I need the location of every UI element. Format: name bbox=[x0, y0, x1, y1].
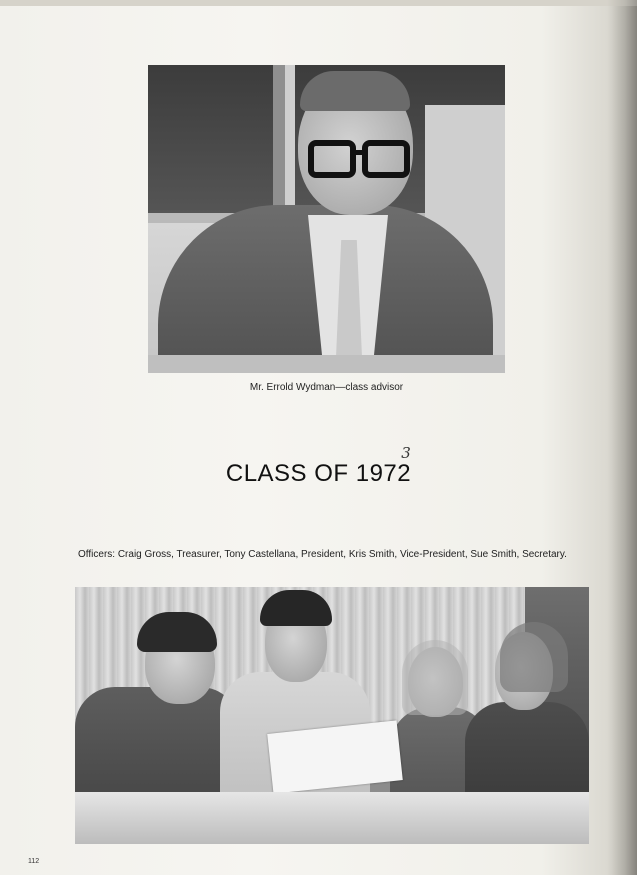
page-title bbox=[0, 444, 637, 488]
officer-1-hair bbox=[137, 612, 217, 652]
officers-photo bbox=[75, 587, 589, 844]
desk-edge bbox=[148, 355, 505, 373]
title-prefix: CLASS OF 197 bbox=[225, 460, 398, 487]
officers-caption: Officers: Craig Gross, Treasurer, Tony Castellana, President, Kris Smith, Vice-President, Sue Smith, Secretary. bbox=[78, 549, 567, 560]
binding-shadow bbox=[607, 0, 637, 875]
officer-3-hair bbox=[402, 640, 468, 715]
glasses-left-lens bbox=[308, 140, 356, 178]
chalkboard-divider bbox=[285, 65, 295, 205]
advisor-photo bbox=[148, 65, 505, 373]
glasses-bridge bbox=[354, 150, 364, 155]
page-number: 112 bbox=[28, 858, 40, 865]
title-year-digit bbox=[397, 444, 412, 487]
chalkboard-divider bbox=[273, 65, 285, 215]
page-top-edge bbox=[0, 0, 637, 6]
advisor-caption: Mr. Errold Wydman—class advisor bbox=[249, 382, 404, 393]
advisor-hair bbox=[300, 71, 410, 111]
table-surface bbox=[75, 792, 589, 844]
officer-2-hair bbox=[260, 590, 332, 626]
officer-4-hair bbox=[500, 622, 568, 692]
glasses-right-lens bbox=[362, 140, 410, 178]
original-digit: 2 bbox=[397, 460, 412, 487]
handwritten-correction-digit: 3 bbox=[401, 444, 412, 462]
